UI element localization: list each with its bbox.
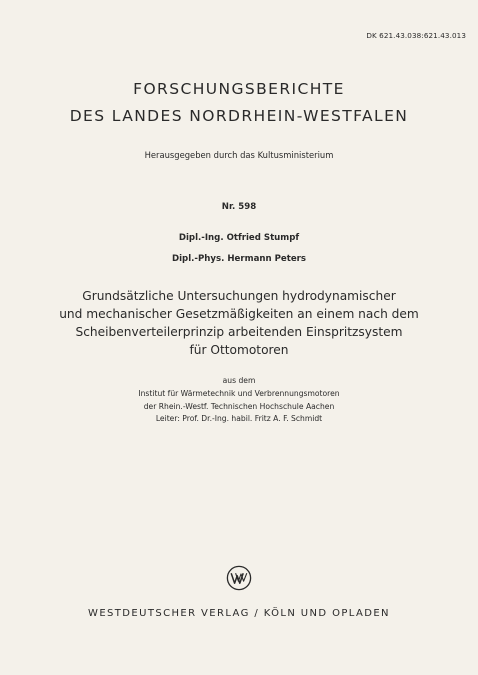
series-title-line-2: DES LANDES NORDRHEIN-WESTFALEN [69,107,409,125]
author-1: Dipl.-Ing. Otfried Stumpf [178,233,300,243]
institute-line: Leiter: Prof. Dr.-Ing. habil. Fritz A. F. Schmidt [155,414,323,424]
report-title [0,287,478,359]
publisher-line: WESTDEUTSCHER VERLAG / KÖLN UND OPLADEN [88,608,390,619]
publisher-logo-icon [226,565,252,591]
report-number: Nr. 598 [221,202,257,212]
author-2: Dipl.-Phys. Hermann Peters [171,254,307,264]
institute-line: der Rhein.-Westf. Technischen Hochschule Aachen [143,401,335,411]
classification-number: DK 621.43.038:621.43.013 [366,31,466,40]
institute-line: Institut für Wärmetechnik und Verbrennungsmotoren [138,388,340,398]
series-title-line-1: FORSCHUNGSBERICHTE [133,80,345,98]
title-line: Scheibenverteilerprinzip arbeitenden Einspritzsystem [75,325,403,339]
title-line: und mechanischer Gesetzmäßigkeiten an einem nach dem [59,307,419,321]
title-line: für Ottomotoren [189,343,289,357]
institute-block [0,375,478,426]
editor-line: Herausgegeben durch das Kultusministerium [144,150,334,160]
institute-line: aus dem [222,376,256,385]
title-line: Grundsätzliche Untersuchungen hydrodynamischer [82,289,396,303]
